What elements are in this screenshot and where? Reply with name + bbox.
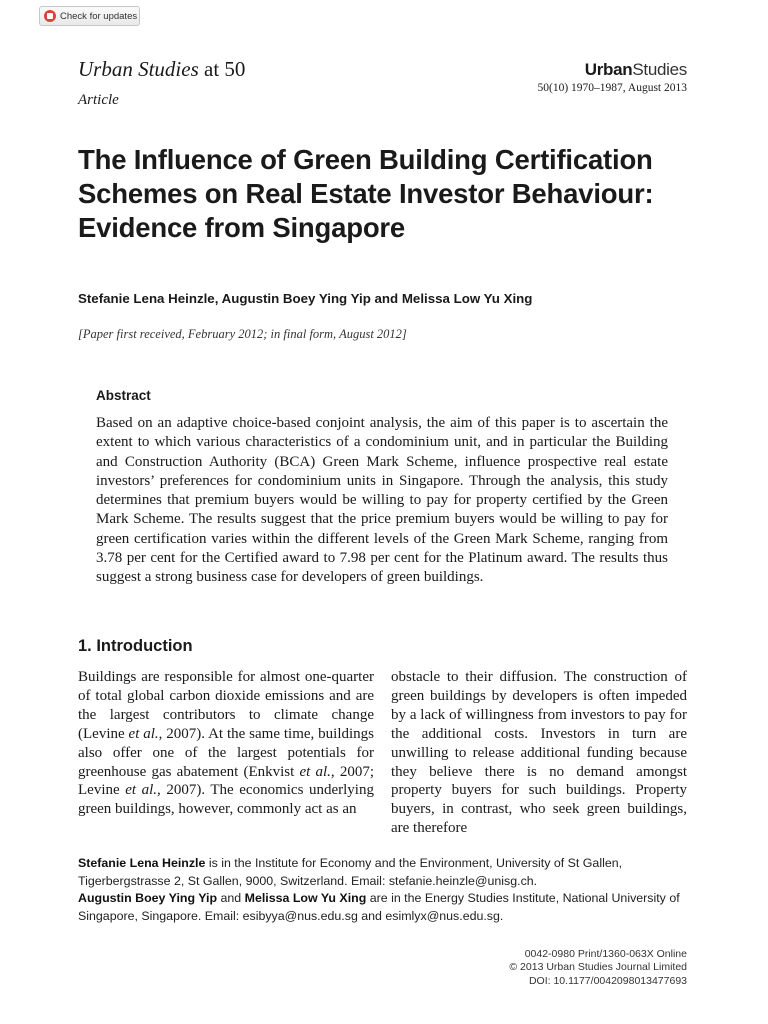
affiliation-text: is in the Institute for Economy and the Environment, University of St Gallen, Tigerbergstrasse 2, St Gallen, 9000, Switzerland. Email: stefanie.heinzle@unisg.ch.: [78, 856, 623, 888]
et-al: et al.: [125, 782, 158, 799]
affiliation-text: and: [217, 891, 245, 905]
introduction-heading: 1. Introduction: [78, 637, 193, 655]
affiliation-author-name: Stefanie Lena Heinzle: [78, 856, 206, 870]
series-suffix: at 50: [198, 57, 246, 81]
issue-info: 50(10) 1970–1987, August 2013: [537, 82, 687, 94]
copyright-line: © 2013 Urban Studies Journal Limited: [509, 961, 687, 974]
author-list: Stefanie Lena Heinzle, Augustin Boey Ying Yip and Melissa Low Yu Xing: [78, 291, 533, 306]
intro-text: , 2007). At the same time, buildings also offer one of the largest potentials for greenhouse gas abatement (Enkvist: [78, 725, 374, 780]
affiliation-author-name: Melissa Low Yu Xing: [244, 891, 367, 905]
issn-line: 0042-0980 Print/1360-063X Online: [524, 948, 687, 960]
doi-line[interactable]: DOI: 10.1177/0042098013477693: [528, 974, 687, 987]
affiliation-author-name: Augustin Boey Ying Yip: [78, 891, 218, 905]
logo-urban: Urban: [584, 60, 633, 79]
abstract-body: Based on an adaptive choice-based conjoint analysis, the aim of this paper is to ascertain the extent to which various characteristics of a condominium unit, and in particular the Building and Construction Authority (BCA) Green Mark Scheme, influence prospective real estate investors’ preferences for condominium units in Singapore. Through the analysis, this study determines that premium buyers would be willing to pay for property certified by the Green Mark Scheme. The results suggest that the price premium buyers would be willing to pay for green certification varies within the different levels of the Green Mark Scheme, ranging from 3.78 per cent for the Certified award to 7.98 per cent for the Platinum award. The results thus suggest a strong business case for developers of green buildings.: [96, 415, 668, 586]
author-affiliations: [78, 855, 698, 925]
intro-text: , 2007). The economics underlying green buildings, however, commonly act as an: [78, 782, 374, 818]
logo-studies: Studies: [632, 60, 687, 79]
intro-column-left: [78, 668, 374, 838]
article-type-label: Article: [78, 92, 119, 108]
et-al: et al.: [299, 763, 331, 780]
intro-text: , 2007; Levine: [78, 763, 374, 799]
publication-footer: [509, 948, 687, 988]
intro-column-right: obstacle to their diffusion. The construction of green buildings by developers is often impeded by a lack of willingness from investors to pay for the additional costs. Investors in turn are unwilling to release additional funding because they believe there is no demand amongst property buyers for such buildings. Property buyers, in contrast, who seek green buildings, are therefore: [391, 669, 687, 837]
series-name: Urban Studies: [78, 57, 199, 81]
bookmark-icon: [44, 10, 56, 22]
abstract-heading: Abstract: [96, 388, 151, 403]
et-al: et al.: [128, 725, 159, 742]
intro-text: Buildings are responsible for almost one-quarter of total global carbon dioxide emissions and are the largest contributors to climate change (Levine: [78, 669, 374, 742]
check-for-updates-button[interactable]: [39, 6, 140, 26]
journal-logo: [585, 60, 687, 80]
journal-series-heading: [78, 57, 245, 82]
received-dates: [Paper first received, February 2012; in final form, August 2012]: [78, 327, 407, 341]
affiliation-text: are in the Energy Studies Institute, National University of Singapore, Singapore. Email: esibyya@nus.edu.sg and esimlyx@nus.edu.sg.: [78, 891, 680, 923]
check-for-updates-label: Check for updates: [60, 10, 138, 22]
paper-title: The Influence of Green Building Certification Schemes on Real Estate Investor Behaviour: Evidence from Singapore: [78, 144, 654, 243]
